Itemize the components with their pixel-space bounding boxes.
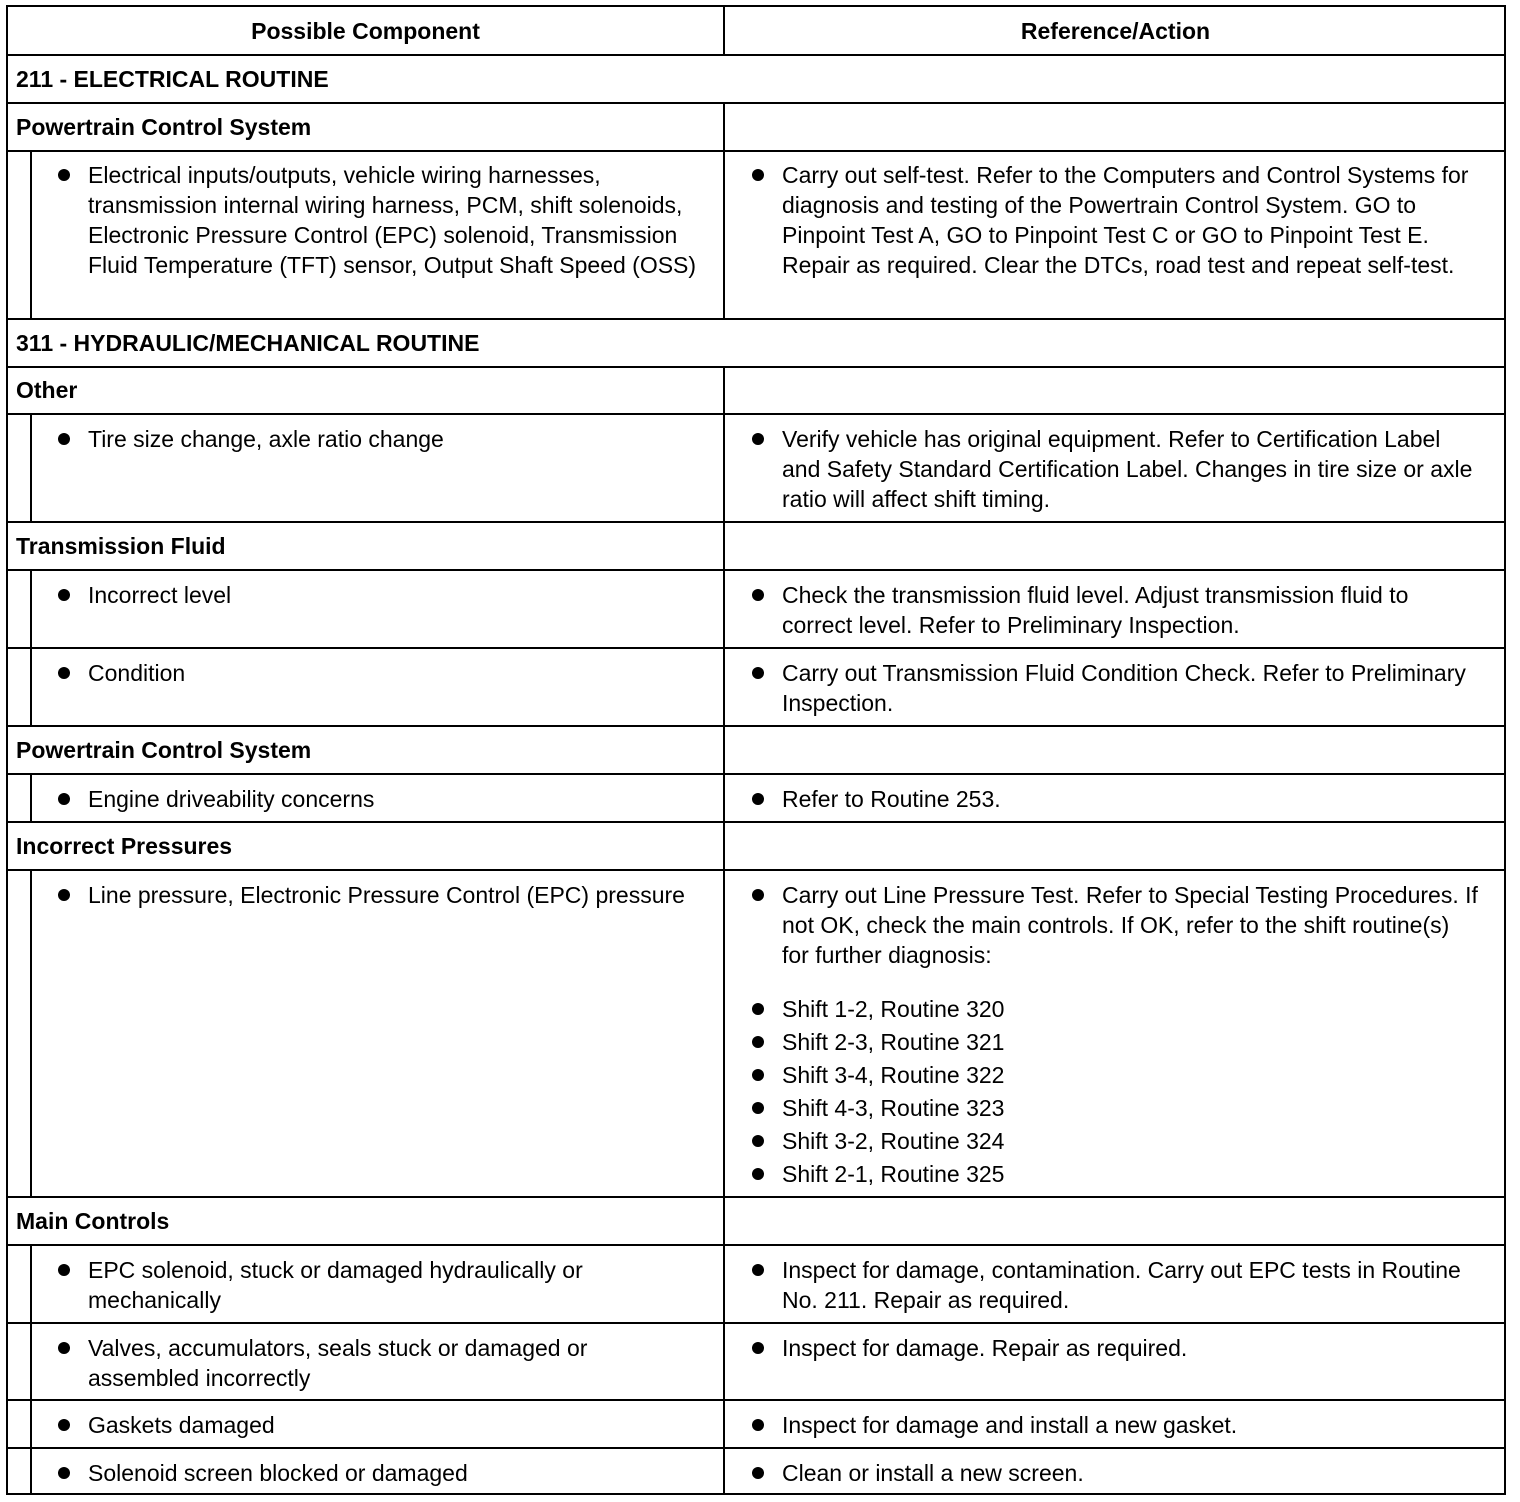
component-text: Electrical inputs/outputs, vehicle wiring harnesses, transmission internal wiring harness, PCM, shift solenoids, Electronic Pressure Control (EPC) solenoid, Transmission Fluid Temperature (TFT) sensor, Output Shaft Speed (OSS)	[88, 162, 697, 278]
row-border	[8, 366, 1504, 368]
bullet-icon	[752, 589, 764, 601]
component-text: EPC solenoid, stuck or damaged hydraulically or mechanically	[88, 1257, 583, 1313]
bullet-icon	[752, 433, 764, 445]
group-incorrect-pressures: Incorrect Pressures	[16, 833, 233, 859]
shift-routine-item: Shift 3-4, Routine 322	[782, 1062, 1005, 1088]
bullet-icon	[752, 1069, 764, 1081]
action-text: Inspect for damage. Repair as required.	[782, 1335, 1188, 1361]
bullet-icon	[58, 1467, 70, 1479]
row-border	[8, 413, 1504, 415]
indent-divider	[30, 1244, 32, 1495]
component-text: Tire size change, axle ratio change	[88, 426, 444, 452]
row-border	[8, 647, 1504, 649]
action-text: Refer to Routine 253.	[782, 786, 1001, 812]
bullet-icon	[752, 1135, 764, 1147]
component-text: Incorrect level	[88, 582, 232, 608]
row-border	[8, 869, 1504, 871]
bullet-icon	[58, 589, 70, 601]
section-311-hydraulic-mechanical-routine: 311 - HYDRAULIC/MECHANICAL ROUTINE	[16, 330, 480, 356]
group-transmission-fluid: Transmission Fluid	[16, 533, 226, 559]
component-text: Gaskets damaged	[88, 1412, 275, 1438]
bullet-icon	[58, 169, 70, 181]
component-text: Valves, accumulators, seals stuck or damaged or assembled incorrectly	[88, 1335, 588, 1391]
indent-divider	[30, 773, 32, 821]
bullet-icon	[752, 793, 764, 805]
component-text: Solenoid screen blocked or damaged	[88, 1460, 468, 1486]
bullet-icon	[752, 1102, 764, 1114]
group-other: Other	[16, 377, 78, 403]
component-text: Line pressure, Electronic Pressure Control (EPC) pressure	[88, 882, 685, 908]
shift-routine-item: Shift 2-3, Routine 321	[782, 1029, 1005, 1055]
bullet-icon	[752, 1467, 764, 1479]
shift-routine-item: Shift 2-1, Routine 325	[782, 1161, 1005, 1187]
component-text: Condition	[88, 660, 186, 686]
bullet-icon	[752, 667, 764, 679]
action-text: Verify vehicle has original equipment. Refer to Certification Label and Safety Standard Certification Label. Changes in tire size or axle ratio will affect shift timing.	[782, 426, 1473, 512]
component-text: Engine driveability concerns	[88, 786, 375, 812]
section-211-electrical-routine: 211 - ELECTRICAL ROUTINE	[16, 66, 329, 92]
row-border	[8, 521, 1504, 523]
action-text: Inspect for damage, contamination. Carry out EPC tests in Routine No. 211. Repair as required.	[782, 1257, 1461, 1313]
action-text: Inspect for damage and install a new gasket.	[782, 1412, 1238, 1438]
bullet-icon	[752, 169, 764, 181]
indent-divider	[30, 413, 32, 521]
bullet-icon	[58, 667, 70, 679]
row-border	[8, 150, 1504, 152]
column-divider	[723, 7, 725, 1493]
row-border	[8, 1196, 1504, 1198]
bullet-icon	[58, 889, 70, 901]
bullet-icon	[752, 1264, 764, 1276]
indent-divider	[30, 869, 32, 1196]
group-main-controls: Main Controls	[16, 1208, 170, 1234]
bullet-icon	[752, 1419, 764, 1431]
bullet-icon	[752, 1003, 764, 1015]
bullet-icon	[752, 889, 764, 901]
action-text: Carry out Transmission Fluid Condition Check. Refer to Preliminary Inspection.	[782, 660, 1466, 716]
row-border	[8, 1322, 1504, 1324]
action-text: Carry out self-test. Refer to the Computers and Control Systems for diagnosis and testing of the Powertrain Control System. GO to Pinpoint Test A, GO to Pinpoint Test C or GO to Pinpoint Test E. Repair as required. Clear the DTCs, road test and repeat self-test.	[782, 162, 1469, 278]
diagnosis-table	[6, 5, 1506, 1495]
row-border	[8, 773, 1504, 775]
action-text: Carry out Line Pressure Test. Refer to Special Testing Procedures. If not OK, check the main controls. If OK, refer to the shift routine(s) for further diagnosis:	[782, 882, 1478, 968]
indent-divider	[30, 569, 32, 725]
header-possible-component: Possible Component	[251, 17, 480, 44]
row-border	[8, 1244, 1504, 1246]
row-border	[8, 1447, 1504, 1449]
row-border	[8, 1399, 1504, 1401]
group-powertrain-control-system: Powertrain Control System	[16, 737, 312, 763]
group-powertrain-control-system: Powertrain Control System	[16, 114, 312, 140]
bullet-icon	[752, 1342, 764, 1354]
bullet-icon	[58, 1342, 70, 1354]
shift-routine-item: Shift 4-3, Routine 323	[782, 1095, 1005, 1121]
row-border	[8, 102, 1504, 104]
row-border	[8, 821, 1504, 823]
bullet-icon	[752, 1168, 764, 1180]
action-text: Check the transmission fluid level. Adjust transmission fluid to correct level. Refer to Preliminary Inspection.	[782, 582, 1409, 638]
action-text: Clean or install a new screen.	[782, 1460, 1084, 1486]
bullet-icon	[58, 1419, 70, 1431]
bullet-icon	[58, 793, 70, 805]
bullet-icon	[58, 433, 70, 445]
row-border	[8, 569, 1504, 571]
bullet-icon	[58, 1264, 70, 1276]
shift-routine-item: Shift 3-2, Routine 324	[782, 1128, 1005, 1154]
header-reference-action: Reference/Action	[1020, 17, 1211, 44]
shift-routine-item: Shift 1-2, Routine 320	[782, 996, 1005, 1022]
bullet-icon	[752, 1036, 764, 1048]
row-border	[8, 725, 1504, 727]
indent-divider	[30, 150, 32, 318]
